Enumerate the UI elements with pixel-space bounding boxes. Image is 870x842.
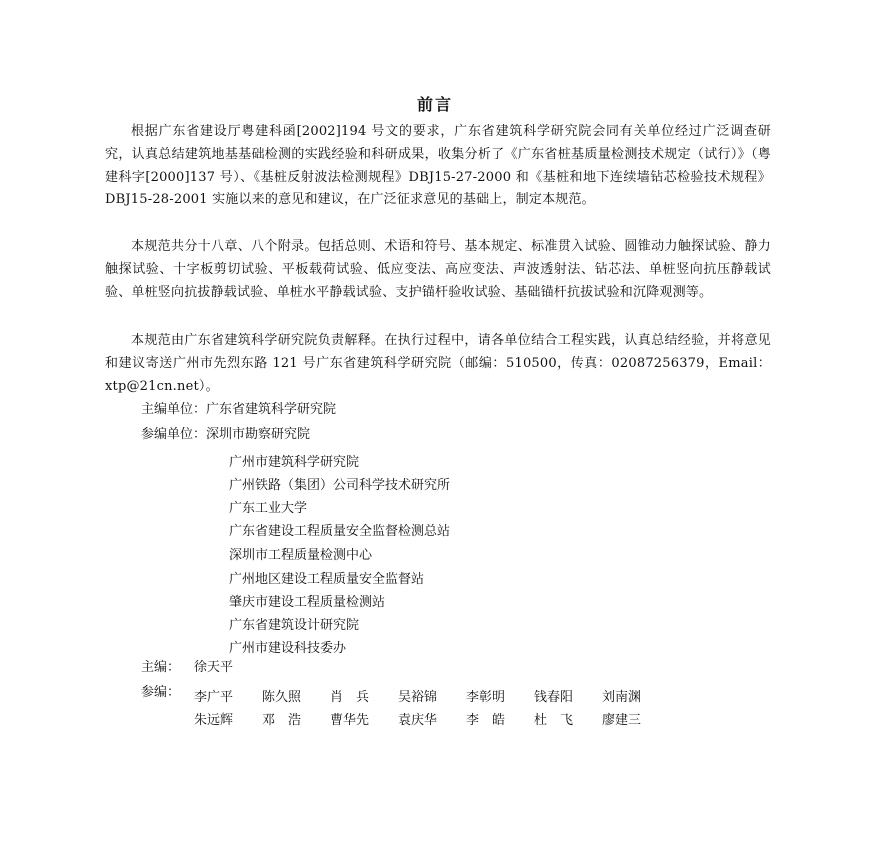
- editors-label: 参编：: [141, 685, 181, 700]
- participating-unit-name: 广州铁路（集团）公司科学技术研究所: [229, 478, 451, 493]
- editors-label-row: [141, 682, 180, 705]
- editor-name: 钱春阳: [534, 690, 574, 705]
- chief-unit-row: [141, 399, 336, 422]
- editor-name: 陈久照: [262, 690, 302, 705]
- editor-name: 吴裕锦: [398, 690, 438, 705]
- participating-unit-name: 广东省建筑设计研究院: [229, 618, 360, 633]
- editor-name: 朱远辉: [194, 713, 234, 728]
- participating-unit-name: 广东工业大学: [229, 501, 308, 516]
- paragraph-contents: [105, 236, 771, 304]
- paragraph-interpretation: [105, 330, 771, 398]
- chief-unit-label: 主编单位：: [141, 402, 207, 417]
- participating-unit-name: 深圳市勘察研究院: [206, 427, 311, 442]
- paragraph-text: 本规范共分十八章、八个附录。包括总则、术语和符号、基本规定、标准贯入试验、圆锥动力触探试验、静力触探试验、十字板剪切试验、平板载荷试验、低应变法、高应变法、声波透射法、钻芯法、单桩竖向抗压静载试验、单桩竖向抗拔静载试验、单桩水平静载试验、支护锚杆验收试验、基础锚杆抗拔试验和沉降观测等。: [105, 239, 771, 300]
- participating-unit-name: 广州市建筑科学研究院: [229, 455, 360, 470]
- page-title: 前言: [416, 95, 453, 114]
- participating-unit-name: 广东省建设工程质量安全监督检测总站: [229, 524, 451, 539]
- participating-unit-name: 广州地区建设工程质量安全监督站: [229, 572, 425, 587]
- editor-name: 李 皓: [466, 713, 506, 728]
- editor-name: 杜 飞: [534, 713, 574, 728]
- participating-units-label: 参编单位：: [141, 427, 207, 442]
- paragraph-text: 根据广东省建设厅粤建科函[2002]194 号文的要求，广东省建筑科学研究院会同有关单位经过广泛调查研究，认真总结建筑地基基础检测的实践经验和科研成果，收集分析了《广东省桩基质量检测技术规定（试行）》（粤建科字[2000]137 号）、《基桩反射波法检测规程》DBJ15-27-2000 和《基桩和地下连续墙钻芯检验技术规程》DBJ15-28-2001 实施以来的意见和建议，在广泛征求意见的基础上，制定本规范。: [105, 124, 771, 208]
- participating-unit-name: 肇庆市建设工程质量检测站: [229, 595, 386, 610]
- editor-name: 刘南渊: [602, 690, 642, 705]
- editors-row-2: [194, 709, 670, 728]
- participating-unit-name: 深圳市工程质量检测中心: [229, 548, 373, 563]
- editor-name: 袁庆华: [398, 713, 438, 728]
- participating-unit-name: 广州市建设科技委办: [229, 641, 347, 656]
- editor-name: 曹华先: [330, 713, 370, 728]
- chief-editor-name: 徐天平: [194, 660, 234, 675]
- editor-name: 肖 兵: [330, 690, 370, 705]
- editor-name: 李广平: [194, 690, 234, 705]
- editor-name: 李彰明: [466, 690, 506, 705]
- editor-name: 廖建三: [602, 713, 642, 728]
- participating-units-row: [141, 424, 310, 447]
- editors-row-1: [194, 686, 670, 705]
- chief-unit-name: 广东省建筑科学研究院: [206, 402, 337, 417]
- paragraph-text: 本规范由广东省建筑科学研究院负责解释。在执行过程中，请各单位结合工程实践，认真总结经验，并将意见和建议寄送广州市先烈东路 121 号广东省建筑科学研究院（邮编：510500，传真：02087256379，Email：xtp@21cn.net）。: [105, 333, 771, 394]
- chief-editor-label: 主编：: [141, 660, 181, 675]
- chief-editor-row: [141, 657, 233, 680]
- paragraph-basis: [105, 121, 771, 212]
- editor-name: 邓 浩: [262, 713, 302, 728]
